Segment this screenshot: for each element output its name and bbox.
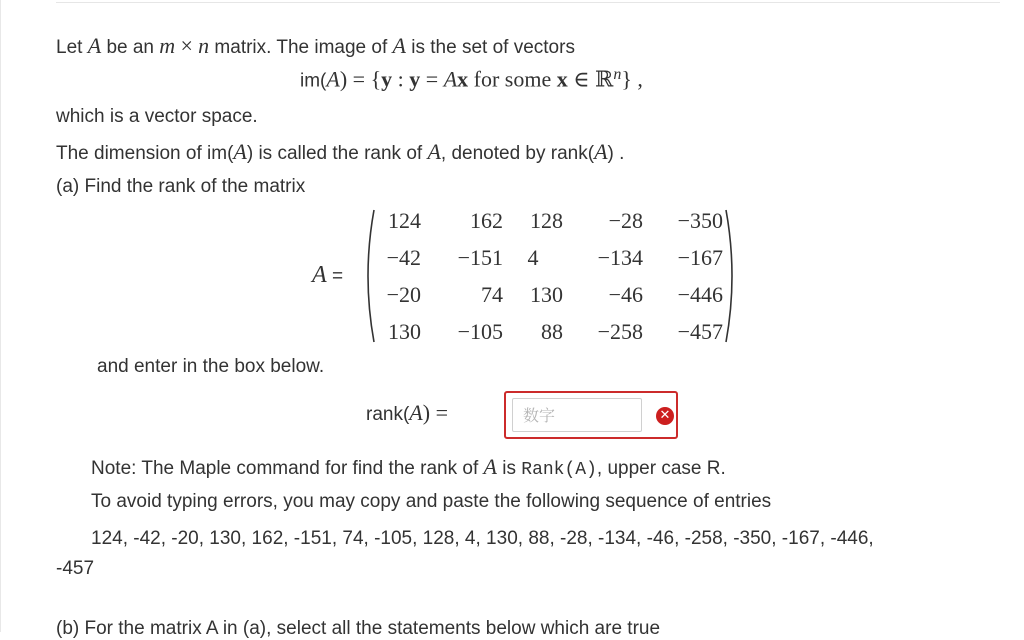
intro-text: matrix. The image of xyxy=(214,37,388,58)
left-border xyxy=(0,0,1,632)
var-m: m xyxy=(159,33,176,58)
superscript-n: n xyxy=(613,66,622,83)
var-a: A xyxy=(427,139,441,164)
enter-instruction: and enter in the box below. xyxy=(97,356,325,377)
matrix-cell: 88 xyxy=(541,319,563,344)
text: , upper case R. xyxy=(596,458,726,479)
var-a: A xyxy=(233,139,247,164)
intro-text: be an xyxy=(106,37,154,58)
matrix-cell: −350 xyxy=(677,208,723,233)
var-a: A xyxy=(326,66,340,92)
maple-note xyxy=(91,454,726,480)
copy-instruction: To avoid typing errors, you may copy and paste the following sequence of entries xyxy=(91,491,772,512)
sequence-line-2: -457 xyxy=(56,558,95,579)
math-text: ) = { xyxy=(339,66,382,92)
part-a-heading: (a) Find the rank of the matrix xyxy=(56,176,306,197)
text: ) . xyxy=(607,143,625,164)
math-text: } , xyxy=(621,66,643,92)
intro-line xyxy=(56,33,575,59)
rank-input[interactable] xyxy=(512,398,642,432)
var-a: A xyxy=(87,33,102,58)
rank-label xyxy=(366,400,448,426)
right-paren xyxy=(726,210,732,342)
intro-text: Let xyxy=(56,37,83,58)
text: ) is called the rank of xyxy=(246,143,423,164)
rank-answer-wrapper xyxy=(504,391,678,439)
matrix-cell: 130 xyxy=(530,282,563,307)
matrix-cell: 128 xyxy=(530,208,563,233)
im-text: im( xyxy=(300,70,327,92)
times-symbol: × xyxy=(180,33,193,58)
var-n: n xyxy=(198,33,210,58)
matrix-cell: −20 xyxy=(386,282,421,307)
matrix-cell: −42 xyxy=(386,245,421,270)
matrix-cell: 162 xyxy=(470,208,503,233)
math-text: = xyxy=(420,66,444,92)
text: The dimension of im( xyxy=(56,143,234,164)
vector-x: x xyxy=(556,66,568,92)
var-a: A xyxy=(483,454,497,479)
vector-y: y xyxy=(409,66,421,92)
matrix-cell: −446 xyxy=(677,282,723,307)
part-b-heading: (b) For the matrix A in (a), select all the statements below which are true xyxy=(56,618,661,639)
matrix-label: A = xyxy=(312,262,344,288)
matrix-cell: −151 xyxy=(457,245,503,270)
var-a: A xyxy=(409,400,423,425)
text: is xyxy=(502,458,516,479)
matrix-cell: −457 xyxy=(677,319,723,344)
matrix-cell: −258 xyxy=(597,319,643,344)
text: rank( xyxy=(366,404,410,425)
matrix-cell: 4 xyxy=(527,245,539,270)
matrix-cell: 74 xyxy=(481,282,503,307)
text: ) = xyxy=(422,400,448,425)
var-a: A xyxy=(392,33,406,58)
matrix-cell: −28 xyxy=(608,208,643,233)
vector-y: y xyxy=(381,66,393,92)
var-a: A xyxy=(594,139,608,164)
vector-space-line: which is a vector space. xyxy=(56,106,258,127)
matrix-cell: −167 xyxy=(677,245,723,270)
matrix-cell: −134 xyxy=(597,245,643,270)
maple-command: Rank(A) xyxy=(521,460,597,480)
dimension-line xyxy=(56,139,624,165)
sequence-line-1: 124, -42, -20, 130, 162, -151, 74, -105, 128, 4, 130, 88, -28, -134, -46, -258, -350, -167, -446, xyxy=(91,528,874,549)
top-divider xyxy=(56,2,1000,3)
matrix-cell: 124 xyxy=(388,208,421,233)
var-a: A xyxy=(443,66,458,92)
math-text: for some xyxy=(468,66,557,92)
math-text: : xyxy=(392,66,410,92)
vector-x: x xyxy=(457,66,469,92)
image-definition xyxy=(300,66,643,92)
matrix-cell: −46 xyxy=(608,282,643,307)
intro-text: is the set of vectors xyxy=(411,37,575,58)
text: , denoted by rank( xyxy=(440,143,595,164)
error-icon: ✕ xyxy=(656,407,674,425)
matrix-cell: −105 xyxy=(457,319,503,344)
math-text: ∈ ℝ xyxy=(567,66,614,92)
matrix-cell: 130 xyxy=(388,319,421,344)
text: Note: The Maple command for find the rank of xyxy=(91,458,479,479)
